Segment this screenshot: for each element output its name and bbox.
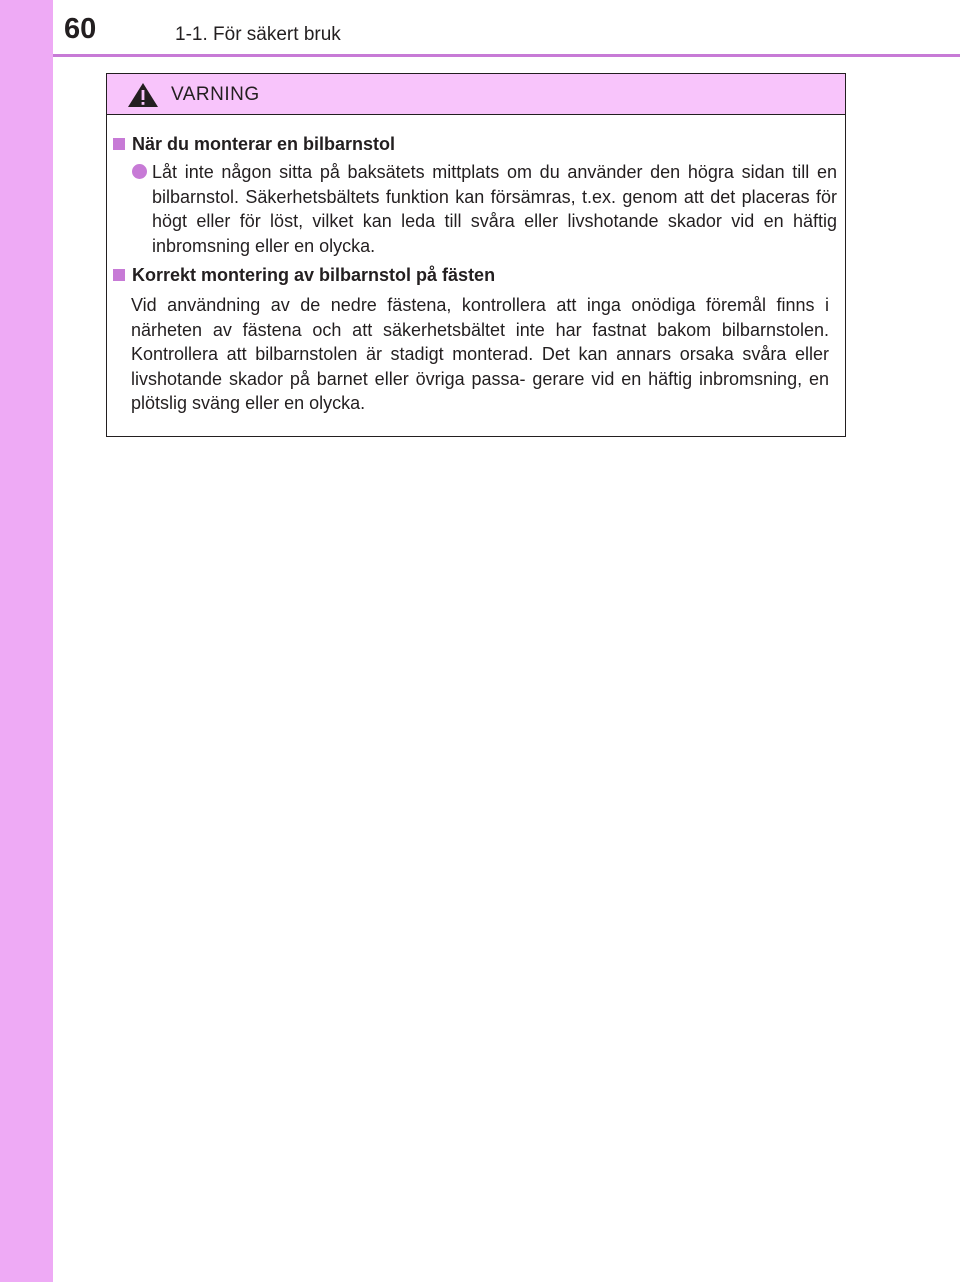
item-heading — [113, 263, 495, 287]
body-paragraph: Vid användning av de nedre fästena, kontrollera att inga onödiga föremål finns i närheten av fästena och att säkerhetsbältet inte har fastnat bakom bilbarnstolen. Kontrollera att bilbarnstolen är stadigt monterad. Det kan annars orsaka svåra eller livshotande skador på barnet eller övriga passa- gerare vid en häftig inbromsning, en plötslig sväng eller en olycka. — [131, 295, 829, 413]
warning-header — [107, 74, 845, 115]
item-heading-text: Korrekt montering av bilbarnstol på fästen — [132, 265, 496, 285]
warning-box — [106, 73, 846, 437]
page-number: 60 — [64, 13, 97, 45]
round-bullet-icon — [132, 164, 147, 179]
list-item — [129, 160, 837, 258]
warning-triangle-icon — [127, 82, 159, 108]
item-heading — [113, 132, 395, 156]
square-bullet-icon — [113, 138, 125, 150]
bullet-paragraph: Låt inte någon sitta på baksätets mittplats om du använder den högra sidan till en bilbarnstol. Säkerhetsbältets funktion kan försämras, t.ex. genom att det placeras för högt eller för löst, vilket kan leda till svåra eller livshotande skador vid en häftig inbromsning eller en olycka. — [152, 162, 837, 256]
item-heading-text: När du monterar en bilbarnstol — [132, 134, 396, 154]
body-paragraph-wrap — [131, 293, 829, 416]
section-title: 1-1. För säkert bruk — [175, 24, 341, 45]
square-bullet-icon — [113, 269, 125, 281]
header-divider — [53, 54, 960, 57]
page-side-tab — [0, 0, 53, 1282]
warning-title: VARNING — [171, 84, 260, 105]
